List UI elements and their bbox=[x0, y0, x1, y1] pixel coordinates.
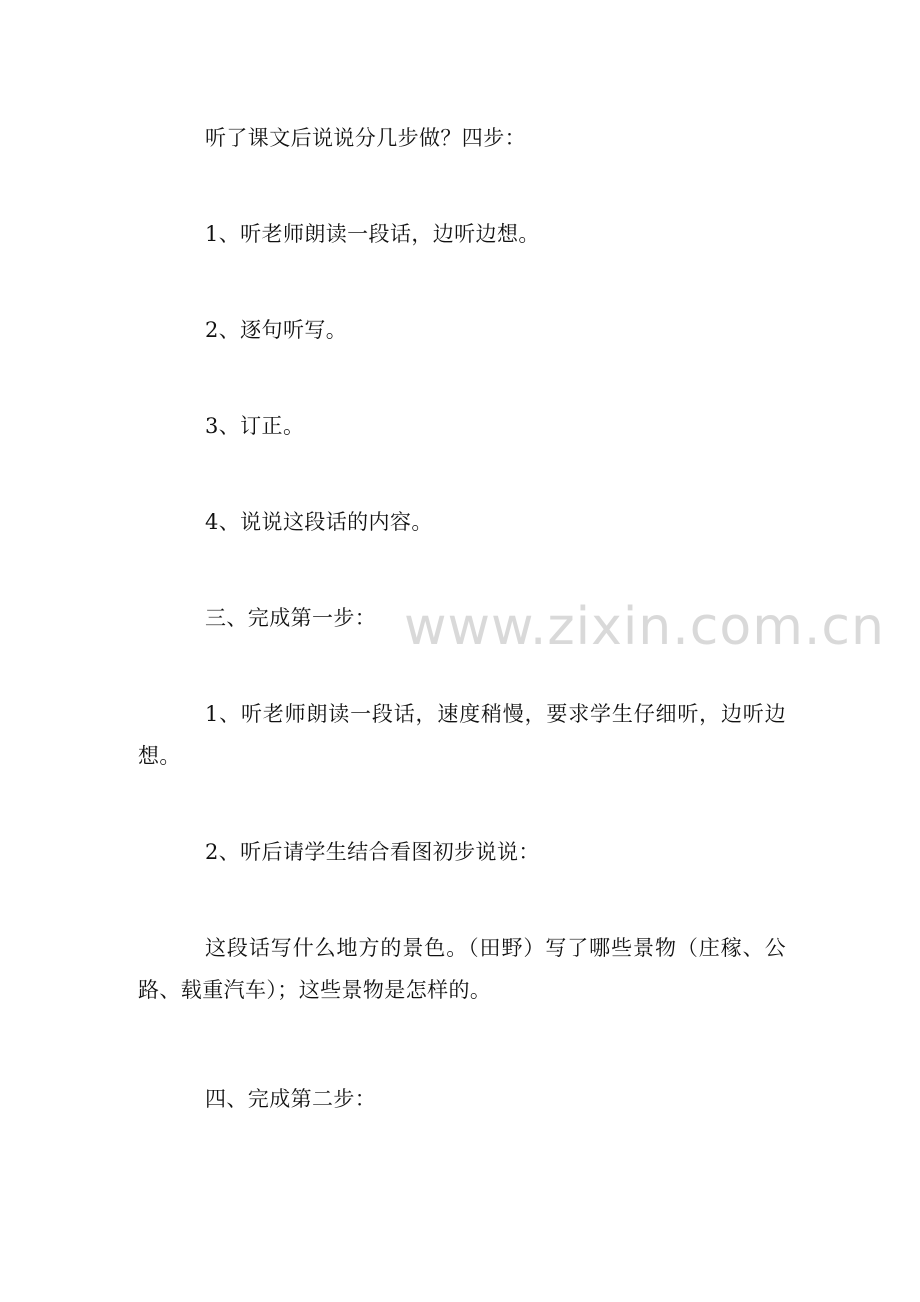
paragraph-part-three-item-1: 1、听老师朗读一段话，速度稍慢，要求学生仔细听，边听边想。 bbox=[138, 702, 786, 768]
paragraph-intro: 听了课文后说说分几步做？四步： bbox=[205, 126, 526, 150]
paragraph-step-3: 3、订正。 bbox=[205, 414, 305, 438]
heading-part-three: 三、完成第一步： bbox=[205, 606, 377, 630]
heading-part-four: 四、完成第二步： bbox=[205, 1087, 377, 1111]
site-watermark: www.zixin.com.cn bbox=[404, 597, 885, 657]
paragraph-step-4: 4、说说这段话的内容。 bbox=[205, 510, 433, 534]
paragraph-scene-description: 这段话写什么地方的景色。（田野）写了哪些景物（庄稼、公路、载重汽车）；这些景物是怎样的。 bbox=[138, 936, 786, 1002]
paragraph-part-three-item-2: 2、听后请学生结合看图初步说说： bbox=[205, 840, 540, 864]
paragraph-step-2: 2、逐句听写。 bbox=[205, 318, 348, 342]
paragraph-step-1: 1、听老师朗读一段话，边听边想。 bbox=[205, 222, 540, 246]
